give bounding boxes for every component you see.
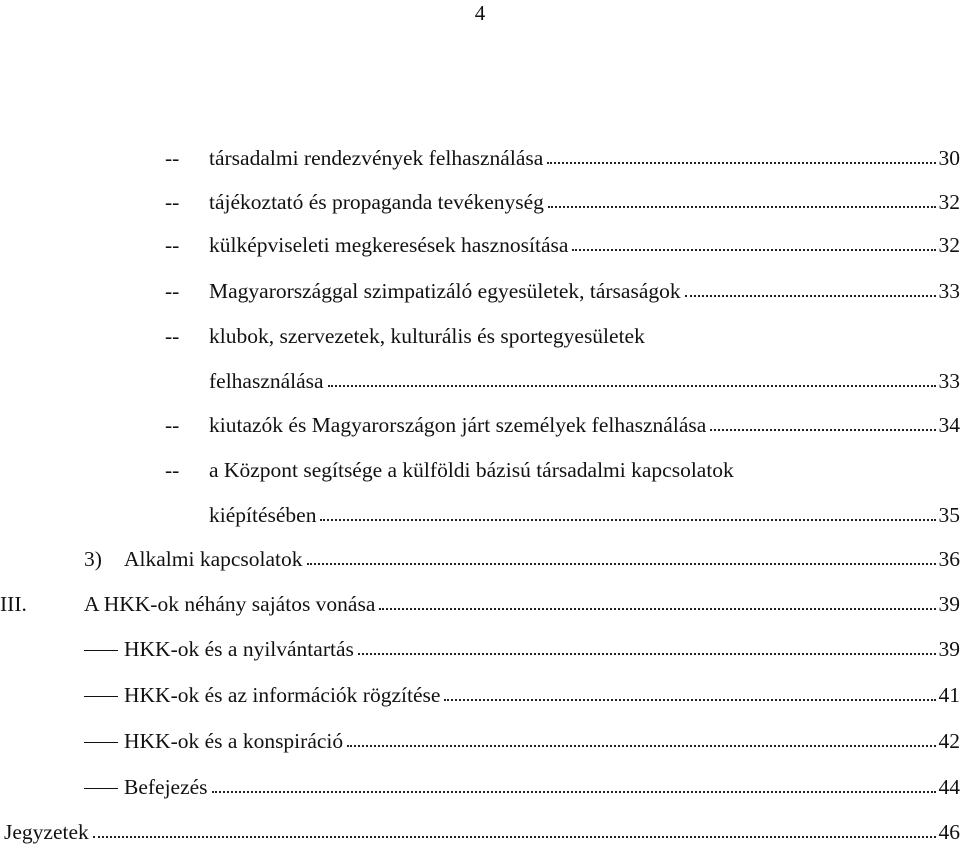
toc-entry-title: Magyarországgal szimpatizáló egyesületek, társaságok bbox=[209, 279, 681, 303]
toc-marker: -- bbox=[165, 279, 180, 303]
toc-entry[interactable] bbox=[84, 544, 960, 574]
toc-entry[interactable] bbox=[84, 634, 960, 664]
toc-entry-title: HKK-ok és a konspiráció bbox=[124, 729, 344, 753]
toc-entry[interactable] bbox=[84, 772, 960, 802]
toc-entry-title: Befejezés bbox=[124, 775, 208, 799]
toc-marker: -- bbox=[165, 458, 180, 482]
toc-entry-title: kiutazók és Magyarországon járt személyek felhasználása bbox=[209, 413, 707, 437]
dot-leader bbox=[212, 791, 936, 793]
dot-leader bbox=[379, 608, 936, 610]
em-dash-marker bbox=[84, 650, 118, 651]
toc-entry-title: külképviseleti megkeresések hasznosítása bbox=[209, 233, 569, 257]
em-dash-marker bbox=[84, 788, 118, 789]
dot-leader bbox=[572, 249, 936, 251]
toc-page-number: 46 bbox=[938, 820, 960, 844]
toc-entry-title: felhasználása bbox=[209, 369, 324, 393]
toc-entry-title: Jegyzetek bbox=[4, 820, 89, 844]
toc-entry[interactable] bbox=[165, 276, 960, 306]
toc-entry[interactable] bbox=[165, 230, 960, 260]
em-dash-marker bbox=[84, 696, 118, 697]
dot-leader bbox=[328, 385, 936, 387]
toc-entry-title: Alkalmi kapcsolatok bbox=[124, 547, 303, 571]
dot-leader bbox=[548, 206, 936, 208]
toc-marker: -- bbox=[165, 146, 180, 170]
toc-entry[interactable] bbox=[165, 187, 960, 217]
dot-leader bbox=[347, 745, 936, 747]
em-dash-marker bbox=[84, 742, 118, 743]
dot-leader bbox=[320, 519, 936, 521]
toc-entry-title: társadalmi rendezvények felhasználása bbox=[209, 146, 544, 170]
dot-leader bbox=[444, 699, 936, 701]
toc-entry-title: a Központ segítsége a külföldi bázisú társadalmi kapcsolatok bbox=[209, 458, 734, 482]
toc-entry-title: HKK-ok és az információk rögzítése bbox=[124, 683, 441, 707]
toc-page-number: 32 bbox=[938, 233, 960, 257]
toc-marker: III. bbox=[0, 592, 27, 616]
toc-marker: -- bbox=[165, 190, 180, 214]
toc-entry[interactable] bbox=[165, 143, 960, 173]
toc-marker: -- bbox=[165, 324, 180, 348]
toc-page-number: 42 bbox=[938, 729, 960, 753]
dot-leader bbox=[307, 563, 936, 565]
toc-page-number: 39 bbox=[938, 637, 960, 661]
toc-page-number: 33 bbox=[938, 279, 960, 303]
toc-entry-title: kiépítésében bbox=[209, 503, 317, 527]
toc-entry[interactable] bbox=[165, 410, 960, 440]
toc-entry-continuation[interactable] bbox=[165, 500, 960, 530]
toc-page-number: 30 bbox=[938, 146, 960, 170]
toc-entry-title: tájékoztató és propaganda tevékenység bbox=[209, 190, 544, 214]
toc-page-number: 39 bbox=[938, 592, 960, 616]
dot-leader bbox=[547, 162, 936, 164]
toc-page-number: 34 bbox=[938, 413, 960, 437]
toc-page-number: 33 bbox=[938, 369, 960, 393]
toc-entry-title: A HKK-ok néhány sajátos vonása bbox=[84, 592, 376, 616]
toc-entry[interactable] bbox=[165, 321, 960, 351]
toc-entry-title: klubok, szervezetek, kulturális és sportegyesületek bbox=[209, 324, 645, 348]
toc-page-number: 44 bbox=[938, 775, 960, 799]
dot-leader bbox=[710, 429, 936, 431]
toc-page-number: 35 bbox=[938, 503, 960, 527]
toc-marker: 3) bbox=[84, 547, 102, 571]
dot-leader bbox=[685, 295, 936, 297]
toc-entry[interactable] bbox=[84, 726, 960, 756]
toc-entry[interactable] bbox=[84, 680, 960, 710]
dot-leader bbox=[93, 836, 936, 838]
toc-entry[interactable] bbox=[165, 455, 960, 485]
toc-page-number: 32 bbox=[938, 190, 960, 214]
toc-entry[interactable] bbox=[0, 817, 960, 847]
toc-marker: -- bbox=[165, 413, 180, 437]
toc-entry[interactable] bbox=[0, 589, 960, 619]
toc-entry-title: HKK-ok és a nyilvántartás bbox=[124, 637, 354, 661]
toc-entry-continuation[interactable] bbox=[165, 366, 960, 396]
toc-marker: -- bbox=[165, 233, 180, 257]
page-number: 4 bbox=[474, 1, 486, 25]
toc-page-number: 41 bbox=[938, 683, 960, 707]
toc-page-number: 36 bbox=[938, 547, 960, 571]
dot-leader bbox=[358, 653, 936, 655]
